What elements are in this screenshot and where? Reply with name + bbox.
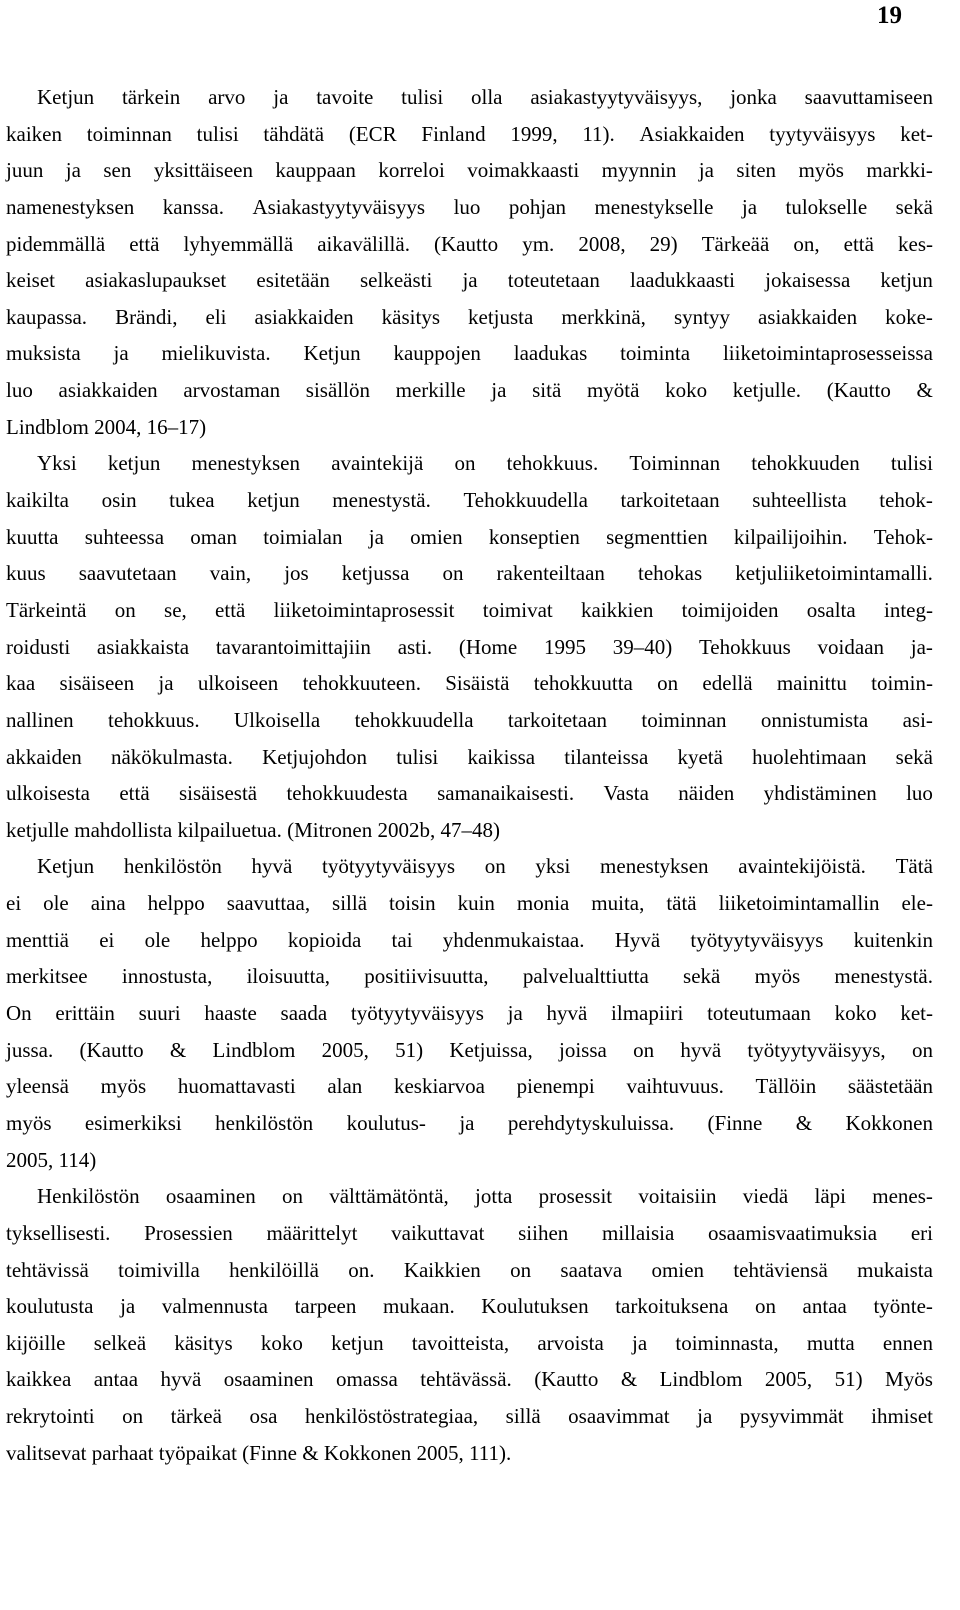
text-line: Ketjun tärkein arvo ja tavoite tulisi olla asiakastyytyväisyys, jonka saavuttamiseen <box>37 85 933 109</box>
text-line: kaupassa. Brändi, eli asiakkaiden käsitys ketjusta merkkinä, syntyy asiakkaiden koke- <box>6 304 933 329</box>
text-line: jussa. (Kautto & Lindblom 2005, 51) Ketjuissa, joissa on hyvä työtyytyväisyys, on <box>6 1037 933 1062</box>
text-line: tyksellisesti. Prosessien määrittelyt vaikuttavat siihen millaisia osaamisvaatimuksia eri <box>6 1220 933 1245</box>
text-line: tehtävissä toimivilla henkilöillä on. Kaikkien on saatava omien tehtäviensä mukaista <box>6 1257 933 1282</box>
text-line: Yksi ketjun menestyksen avaintekijä on tehokkuus. Toiminnan tehokkuuden tulisi <box>37 451 933 476</box>
text-line: kuus saavutetaan vain, jos ketjussa on rakenteiltaan tehokas ketjuliiketoimintamalli. <box>6 561 933 586</box>
text-line: Lindblom 2004, 16–17) <box>6 414 207 439</box>
text-line: kaiken toiminnan tulisi tähdätä (ECR Finland 1999, 11). Asiakkaiden tyytyväisyys ket- <box>6 121 933 146</box>
text-line: Tärkeintä on se, että liiketoimintaprosessit toimivat kaikkien toimijoiden osalta integ- <box>6 597 933 622</box>
text-line: akkaiden näkökulmasta. Ketjujohdon tulisi kaikissa tilanteissa kyetä huolehtimaan sekä <box>6 744 933 769</box>
text-line: On erittäin suuri haaste saada työtyytyväisyys ja hyvä ilmapiiri toteutumaan koko ket- <box>6 1001 933 1026</box>
text-line: menttiä ei ole helppo kopioida tai yhdenmukaistaa. Hyvä työtyytyväisyys kuitenkin <box>6 927 933 952</box>
text-line: ketjulle mahdollista kilpailuetua. (Mitronen 2002b, 47–48) <box>6 817 500 842</box>
text-line: kaikkea antaa hyvä osaaminen omassa tehtävässä. (Kautto & Lindblom 2005, 51) Myös <box>6 1367 933 1392</box>
text-line: Ketjun henkilöstön hyvä työtyytyväisyys on yksi menestyksen avaintekijöistä. Tätä <box>37 854 933 879</box>
text-line: keiset asiakaslupaukset esitetään selkeästi ja toteutetaan laadukkaasti jokaisessa ketjun <box>6 268 933 293</box>
text-line: ulkoisesta että sisäisestä tehokkuudesta samanaikaisesti. Vasta näiden yhdistäminen luo <box>6 781 933 806</box>
text-line: merkitsee innostusta, iloisuutta, positiivisuutta, palvelualttiutta sekä myös menestystä. <box>6 964 933 989</box>
text-line: rekrytointi on tärkeä osa henkilöstöstrategiaa, sillä osaavimmat ja pysyvimmät ihmiset <box>6 1404 933 1429</box>
text-line: pidemmällä että lyhyemmällä aikavälillä. (Kautto ym. 2008, 29) Tärkeää on, että kes- <box>6 231 933 256</box>
text-line: kuutta suhteessa oman toimialan ja omien konseptien segmenttien kilpailijoihin. Tehok- <box>6 524 933 549</box>
text-line: myös esimerkiksi henkilöstön koulutus- ja perehdytyskuluissa. (Finne & Kokkonen <box>6 1110 933 1135</box>
text-line: muksista ja mielikuvista. Ketjun kauppojen laadukas toiminta liiketoimintaprosesseissa <box>6 341 933 366</box>
text-line: nallinen tehokkuus. Ulkoisella tehokkuudella tarkoitetaan toiminnan onnistumista asi- <box>6 707 933 732</box>
text-line: Henkilöstön osaaminen on välttämätöntä, jotta prosessit voitaisiin viedä läpi menes- <box>37 1184 933 1209</box>
text-line: yleensä myös huomattavasti alan keskiarvoa pienempi vaihtuvuus. Tällöin säästetään <box>6 1074 933 1099</box>
text-line: kaikilta osin tukea ketjun menestystä. Tehokkuudella tarkoitetaan suhteellista tehok- <box>6 488 933 513</box>
body-text <box>6 79 933 1471</box>
text-line: kaa sisäiseen ja ulkoiseen tehokkuuteen. Sisäistä tehokkuutta on edellä mainittu toimin- <box>6 671 933 696</box>
text-line: roidusti asiakkaista tavarantoimittajiin asti. (Home 1995 39–40) Tehokkuus voidaan ja- <box>6 634 933 659</box>
text-line: koulutusta ja valmennusta tarpeen mukaan. Koulutuksen tarkoituksena on antaa työnte- <box>6 1294 933 1319</box>
text-line: valitsevat parhaat työpaikat (Finne & Kokkonen 2005, 111). <box>6 1440 512 1465</box>
text-line: 2005, 114) <box>6 1147 97 1172</box>
text-line: juun ja sen yksittäiseen kauppaan korreloi voimakkaasti myynnin ja siten myös markki- <box>6 158 933 183</box>
text-line: namenestyksen kanssa. Asiakastyytyväisyys luo pohjan menestykselle ja tulokselle sekä <box>6 194 933 219</box>
page-number: 19 <box>877 2 902 29</box>
text-line: kijöille selkeä käsitys koko ketjun tavoitteista, arvoista ja toiminnasta, mutta ennen <box>6 1330 933 1355</box>
text-line: luo asiakkaiden arvostaman sisällön merkille ja sitä myötä koko ketjulle. (Kautto & <box>6 378 933 403</box>
text-line: ei ole aina helppo saavuttaa, sillä toisin kuin monia muita, tätä liiketoimintamallin ele- <box>6 891 933 916</box>
